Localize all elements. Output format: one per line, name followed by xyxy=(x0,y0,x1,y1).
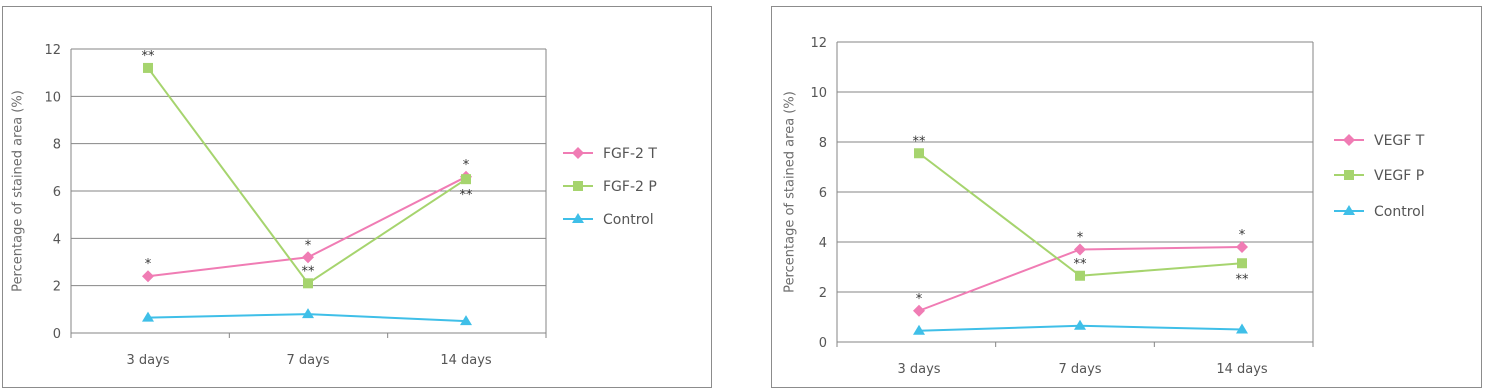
significance-annotation: * xyxy=(1076,230,1084,246)
y-tick-label: 10 xyxy=(810,86,827,101)
y-tick-label: 4 xyxy=(818,236,827,251)
data-point xyxy=(461,174,471,184)
x-tick-label: 14 days xyxy=(1216,362,1268,377)
y-tick-label: 12 xyxy=(810,36,827,51)
legend-label: VEGF T xyxy=(1374,133,1425,149)
significance-annotation: ** xyxy=(141,48,155,64)
y-tick-label: 6 xyxy=(818,186,827,201)
y-tick-label: 12 xyxy=(44,43,61,58)
significance-annotation: ** xyxy=(1073,256,1087,272)
significance-annotation: * xyxy=(1238,228,1246,243)
data-point xyxy=(1074,320,1086,330)
data-point xyxy=(1075,271,1085,281)
legend-marker xyxy=(1344,170,1354,180)
y-tick-label: 8 xyxy=(52,137,61,153)
legend-label: Control xyxy=(1374,204,1425,220)
significance-annotation: ** xyxy=(459,188,473,204)
y-tick-label: 10 xyxy=(44,90,61,106)
chart-panel-vegf xyxy=(771,6,1482,388)
chart-vegf xyxy=(772,7,1481,387)
y-tick-label: 0 xyxy=(818,336,827,351)
y-tick-label: 4 xyxy=(52,232,61,248)
x-tick-label: 7 days xyxy=(286,353,330,368)
x-tick-label: 7 days xyxy=(1058,362,1102,377)
significance-annotation: ** xyxy=(1235,272,1249,288)
significance-annotation: ** xyxy=(912,134,926,150)
significance-annotation: * xyxy=(144,257,152,273)
x-tick-label: 14 days xyxy=(440,353,492,368)
data-point xyxy=(143,63,153,73)
data-point xyxy=(303,278,313,288)
significance-annotation: ** xyxy=(301,264,315,280)
significance-annotation: * xyxy=(915,291,923,307)
chart-panel-fgf2 xyxy=(2,6,712,388)
legend-label: FGF-2 T xyxy=(603,146,657,162)
x-tick-label: 3 days xyxy=(126,353,170,368)
data-point xyxy=(1237,258,1247,268)
legend-label: Control xyxy=(603,212,654,228)
legend-marker xyxy=(572,147,584,159)
data-point xyxy=(302,308,314,318)
x-tick-label: 3 days xyxy=(897,362,941,377)
data-point xyxy=(914,148,924,158)
y-tick-label: 8 xyxy=(818,136,827,151)
significance-annotation: * xyxy=(304,238,312,254)
significance-annotation: * xyxy=(462,157,470,173)
legend-marker xyxy=(1343,134,1355,146)
y-tick-label: 6 xyxy=(52,185,61,200)
legend-marker xyxy=(573,181,583,191)
y-axis-label: Percentage of stained area (%) xyxy=(782,91,798,293)
legend-label: VEGF P xyxy=(1374,168,1425,184)
y-tick-label: 2 xyxy=(52,279,61,295)
y-tick-label: 2 xyxy=(818,286,827,301)
y-tick-label: 0 xyxy=(52,327,61,342)
chart-fgf2 xyxy=(3,7,711,387)
legend-label: FGF-2 P xyxy=(603,179,657,195)
y-axis-label: Percentage of stained area (%) xyxy=(10,90,26,292)
